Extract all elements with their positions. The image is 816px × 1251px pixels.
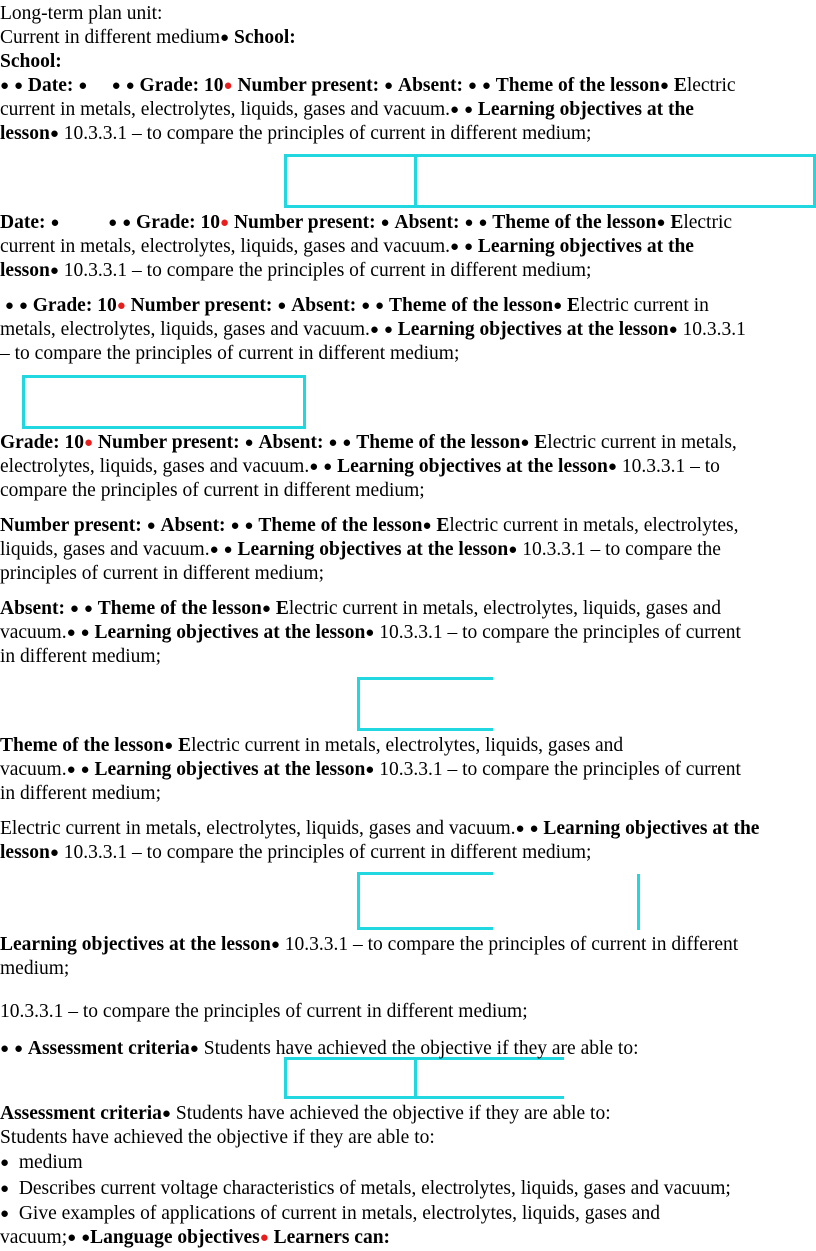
block3-line2: metals, electrolytes, liquids, gases and vacuum.● ● Learning objectives at the lesson● 10.3.3.1 (0, 319, 746, 340)
block2-line2: current in metals, electrolytes, liquids, gases and vacuum.● ● Learning objectives at the (0, 236, 694, 257)
frame-4 (357, 872, 493, 930)
block7-line1: Theme of the lesson● Electric current in metals, electrolytes, liquids, gases and (0, 735, 624, 756)
block4-line3: compare the principles of current in different medium; (0, 480, 425, 501)
block8-line1: Electric current in metals, electrolytes, liquids, gases and vacuum.● ● Learning objectives at the (0, 818, 760, 839)
block4-line1: Grade: 10● Number present: ● Absent: ● ● Theme of the lesson● Electric current in metals, (0, 432, 737, 453)
block11-line1: ● ● Assessment criteria● Students have achieved the objective if they are able to: (0, 1038, 639, 1059)
block2-line3: lesson● 10.3.3.1 – to compare the principles of current in different medium; (0, 260, 592, 281)
block8-line2: lesson● 10.3.3.1 – to compare the principles of current in different medium; (0, 842, 592, 863)
block12-line1: Assessment criteria● Students have achieved the objective if they are able to: (0, 1103, 611, 1124)
block5-line3: principles of current in different medium; (0, 563, 324, 584)
block5-line2: liquids, gases and vacuum.● ● Learning objectives at the lesson● 10.3.3.1 – to compare the (0, 539, 721, 560)
block9-line2: medium; (0, 958, 70, 979)
frame-2 (22, 375, 306, 429)
frame-5-divider (414, 1057, 417, 1099)
frame-1 (284, 154, 816, 208)
bullet-item-2: ● Describes current voltage characteristics of metals, electrolytes, liquids, gases and vacuum; (0, 1178, 731, 1199)
block3-line1: ● ● Grade: 10● Number present: ● Absent: ● ● Theme of the lesson● Electric current in (4, 295, 709, 316)
block10-line1: 10.3.3.1 – to compare the principles of current in different medium; (0, 1001, 528, 1022)
school-line: School: (0, 51, 62, 72)
frame-4-right (637, 874, 640, 930)
block4-line2: electrolytes, liquids, gases and vacuum.● ● Learning objectives at the lesson● 10.3.3.1 – to (0, 456, 720, 477)
block1-line3: lesson● 10.3.3.1 – to compare the principles of current in different medium; (0, 123, 592, 144)
bullet-item-3: ● Give examples of applications of current in metals, electrolytes, liquids, gases and (0, 1203, 660, 1224)
block1-line1: ● ● Date: ● ● ● Grade: 10● Number present: ● Absent: ● ● Theme of the lesson● Electric (0, 75, 736, 96)
block6-line1: Absent: ● ● Theme of the lesson● Electric current in metals, electrolytes, liquids, gases and (0, 598, 721, 619)
block3-line3: – to compare the principles of current in different medium; (0, 343, 460, 364)
block2-line1: Date: ● ● ● Grade: 10● Number present: ● Absent: ● ● Theme of the lesson● Electric (0, 212, 733, 233)
block7-line3: in different medium; (0, 783, 162, 804)
unit-label-line: Long-term plan unit: (0, 3, 163, 24)
block6-line3: in different medium; (0, 646, 162, 667)
block9-line1: Learning objectives at the lesson● 10.3.3.1 – to compare the principles of current in different (0, 934, 739, 955)
block6-line2: vacuum.● ● Learning objectives at the lesson● 10.3.3.1 – to compare the principles of current (0, 622, 741, 643)
frame-5 (284, 1057, 564, 1099)
block7-line2: vacuum.● ● Learning objectives at the lesson● 10.3.3.1 – to compare the principles of current (0, 759, 741, 780)
bullet-item-1: ● medium (0, 1152, 83, 1173)
unit-value-line: Current in different medium● School: (0, 27, 296, 48)
frame-3 (357, 677, 493, 731)
bullet-item-3-cont: vacuum;● ●Language objectives● Learners can: (0, 1227, 391, 1248)
block1-line2: current in metals, electrolytes, liquids, gases and vacuum.● ● Learning objectives at the (0, 99, 694, 120)
frame-1-divider (414, 154, 417, 208)
block12-line2: Students have achieved the objective if they are able to: (0, 1127, 435, 1148)
block5-line1: Number present: ● Absent: ● ● Theme of the lesson● Electric current in metals, electrolytes, (0, 515, 739, 536)
